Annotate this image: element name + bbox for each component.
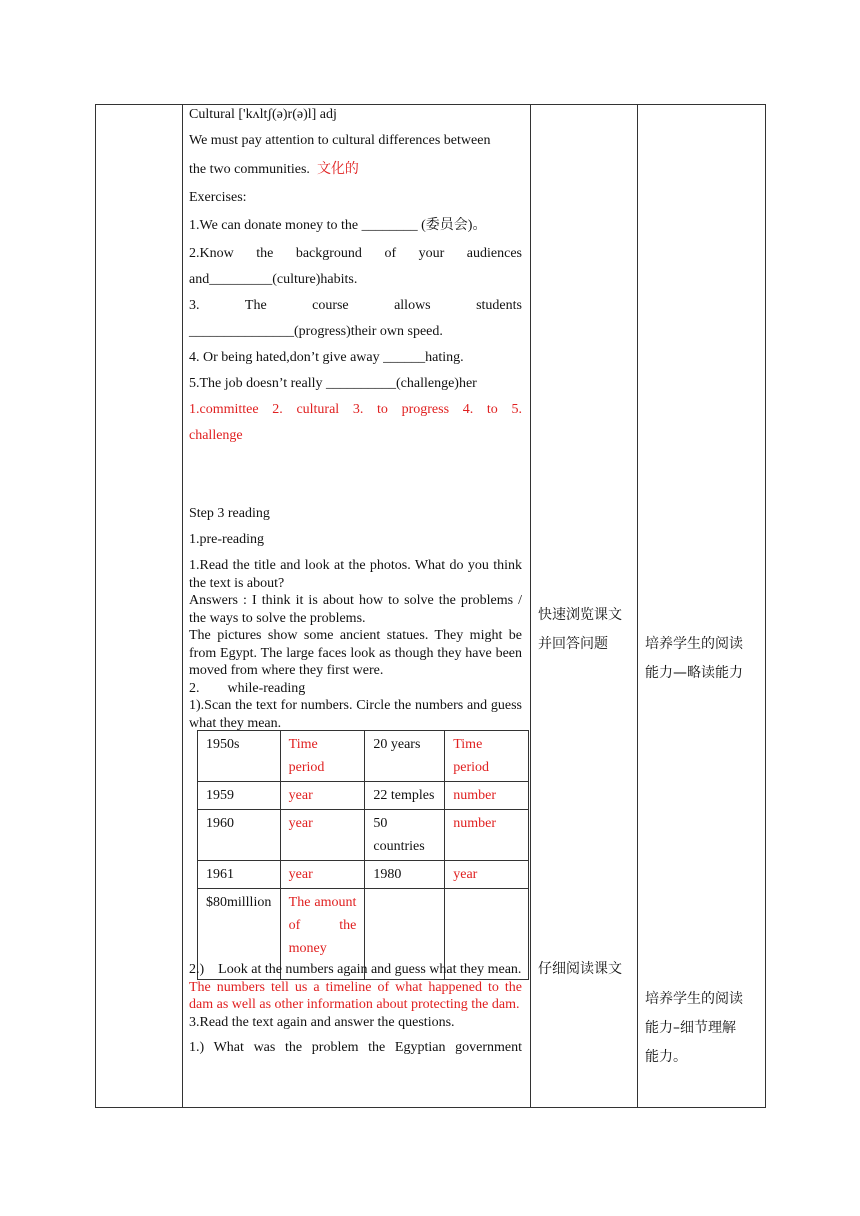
exercise-4: 4. Or being hated,don’t give away ______hating.	[189, 350, 464, 365]
pre-reading-heading: 1.pre-reading	[189, 532, 265, 547]
exercise-2: 2.Know the background of your audiences	[189, 246, 522, 261]
exercise-3: 3. The course allows students	[189, 298, 522, 313]
exercises-heading: Exercises:	[189, 190, 247, 205]
table-cell: The amount of the money	[280, 889, 365, 980]
vocab-heading: Cultural ['kʌltʃ(ə)r(ə)l] adj	[189, 107, 337, 122]
main-content	[189, 105, 522, 732]
table-cell: 1980	[365, 861, 445, 889]
step3-heading: Step 3 reading	[189, 506, 270, 521]
numbers-table	[197, 730, 529, 980]
table-cell: 1961	[198, 861, 281, 889]
table-cell: 20 years	[365, 731, 445, 782]
activity-detail: 仔细阅读课文	[538, 961, 622, 977]
column-divider	[637, 105, 638, 1107]
guess-answer: The numbers tell us a timeline of what happened to the dam as well as other information about protecting the dam.	[189, 979, 522, 1012]
column-divider	[530, 105, 531, 1107]
table-cell: number	[445, 810, 529, 861]
table-cell: 1950s	[198, 731, 281, 782]
table-row	[198, 810, 529, 861]
purpose-skim: 培养学生的阅读 能力—略读能力	[645, 636, 743, 681]
exercise-answers: 1.committee 2. cultural 3. to progress 4. to 5.	[189, 402, 522, 417]
table-cell: number	[445, 782, 529, 810]
vocab-example-line2: the two communities. 文化的	[189, 161, 359, 177]
activity-skim: 快速浏览课文 并回答问题	[538, 607, 622, 652]
table-cell: 1960	[198, 810, 281, 861]
purpose-detail: 培养学生的阅读 能力–细节理解 能力。	[645, 991, 743, 1065]
table-row	[198, 782, 529, 810]
exercise-5: 5.The job doesn’t really __________(challenge)her	[189, 376, 477, 391]
scan-instruction: 1).Scan the text for numbers. Circle the numbers and guess what they mean.	[189, 698, 522, 731]
exercise-3-line2: _______________(progress)their own speed.	[189, 324, 443, 339]
table-cell: 22 temples	[365, 782, 445, 810]
pre-reading-pictures: The pictures show some ancient statues. They might be from Egypt. The large faces look as though they have been moved from where they first were.	[189, 628, 522, 678]
read-again-instruction: 3.Read the text again and answer the questions.	[189, 1014, 455, 1030]
table-cell: 1959	[198, 782, 281, 810]
table-cell: year	[280, 782, 365, 810]
main-content-lower	[189, 961, 522, 1061]
vocab-example: We must pay attention to cultural differences between	[189, 133, 491, 148]
question-egypt: 1.) What was the problem the Egyptian government	[189, 1040, 522, 1055]
vocab-meaning: 文化的	[316, 161, 359, 177]
table-cell: 50 countries	[365, 810, 445, 861]
exercise-1: 1.We can donate money to the ________ (委员会)。	[189, 218, 487, 233]
table-row	[198, 861, 529, 889]
table-cell: year	[280, 810, 365, 861]
table-cell: year	[280, 861, 365, 889]
table-cell: Time period	[280, 731, 365, 782]
column-divider	[182, 105, 183, 1107]
pre-reading-question: 1.Read the title and look at the photos. What do you think the text is about?	[189, 558, 522, 591]
table-cell: year	[445, 861, 529, 889]
while-reading-heading: 2. while-reading	[189, 680, 306, 696]
exercise-2-line2: and_________(culture)habits.	[189, 272, 358, 287]
table-cell: Time period	[445, 731, 529, 782]
table-cell: $80milllion	[198, 889, 281, 980]
pre-reading-answer: Answers : I think it is about how to solve the problems / the ways to solve the problems.	[189, 593, 522, 626]
table-row	[198, 731, 529, 782]
exercise-answers-line2: challenge	[189, 428, 243, 443]
guess-instruction: 2.) Look at the numbers again and guess what they mean.	[189, 962, 522, 977]
